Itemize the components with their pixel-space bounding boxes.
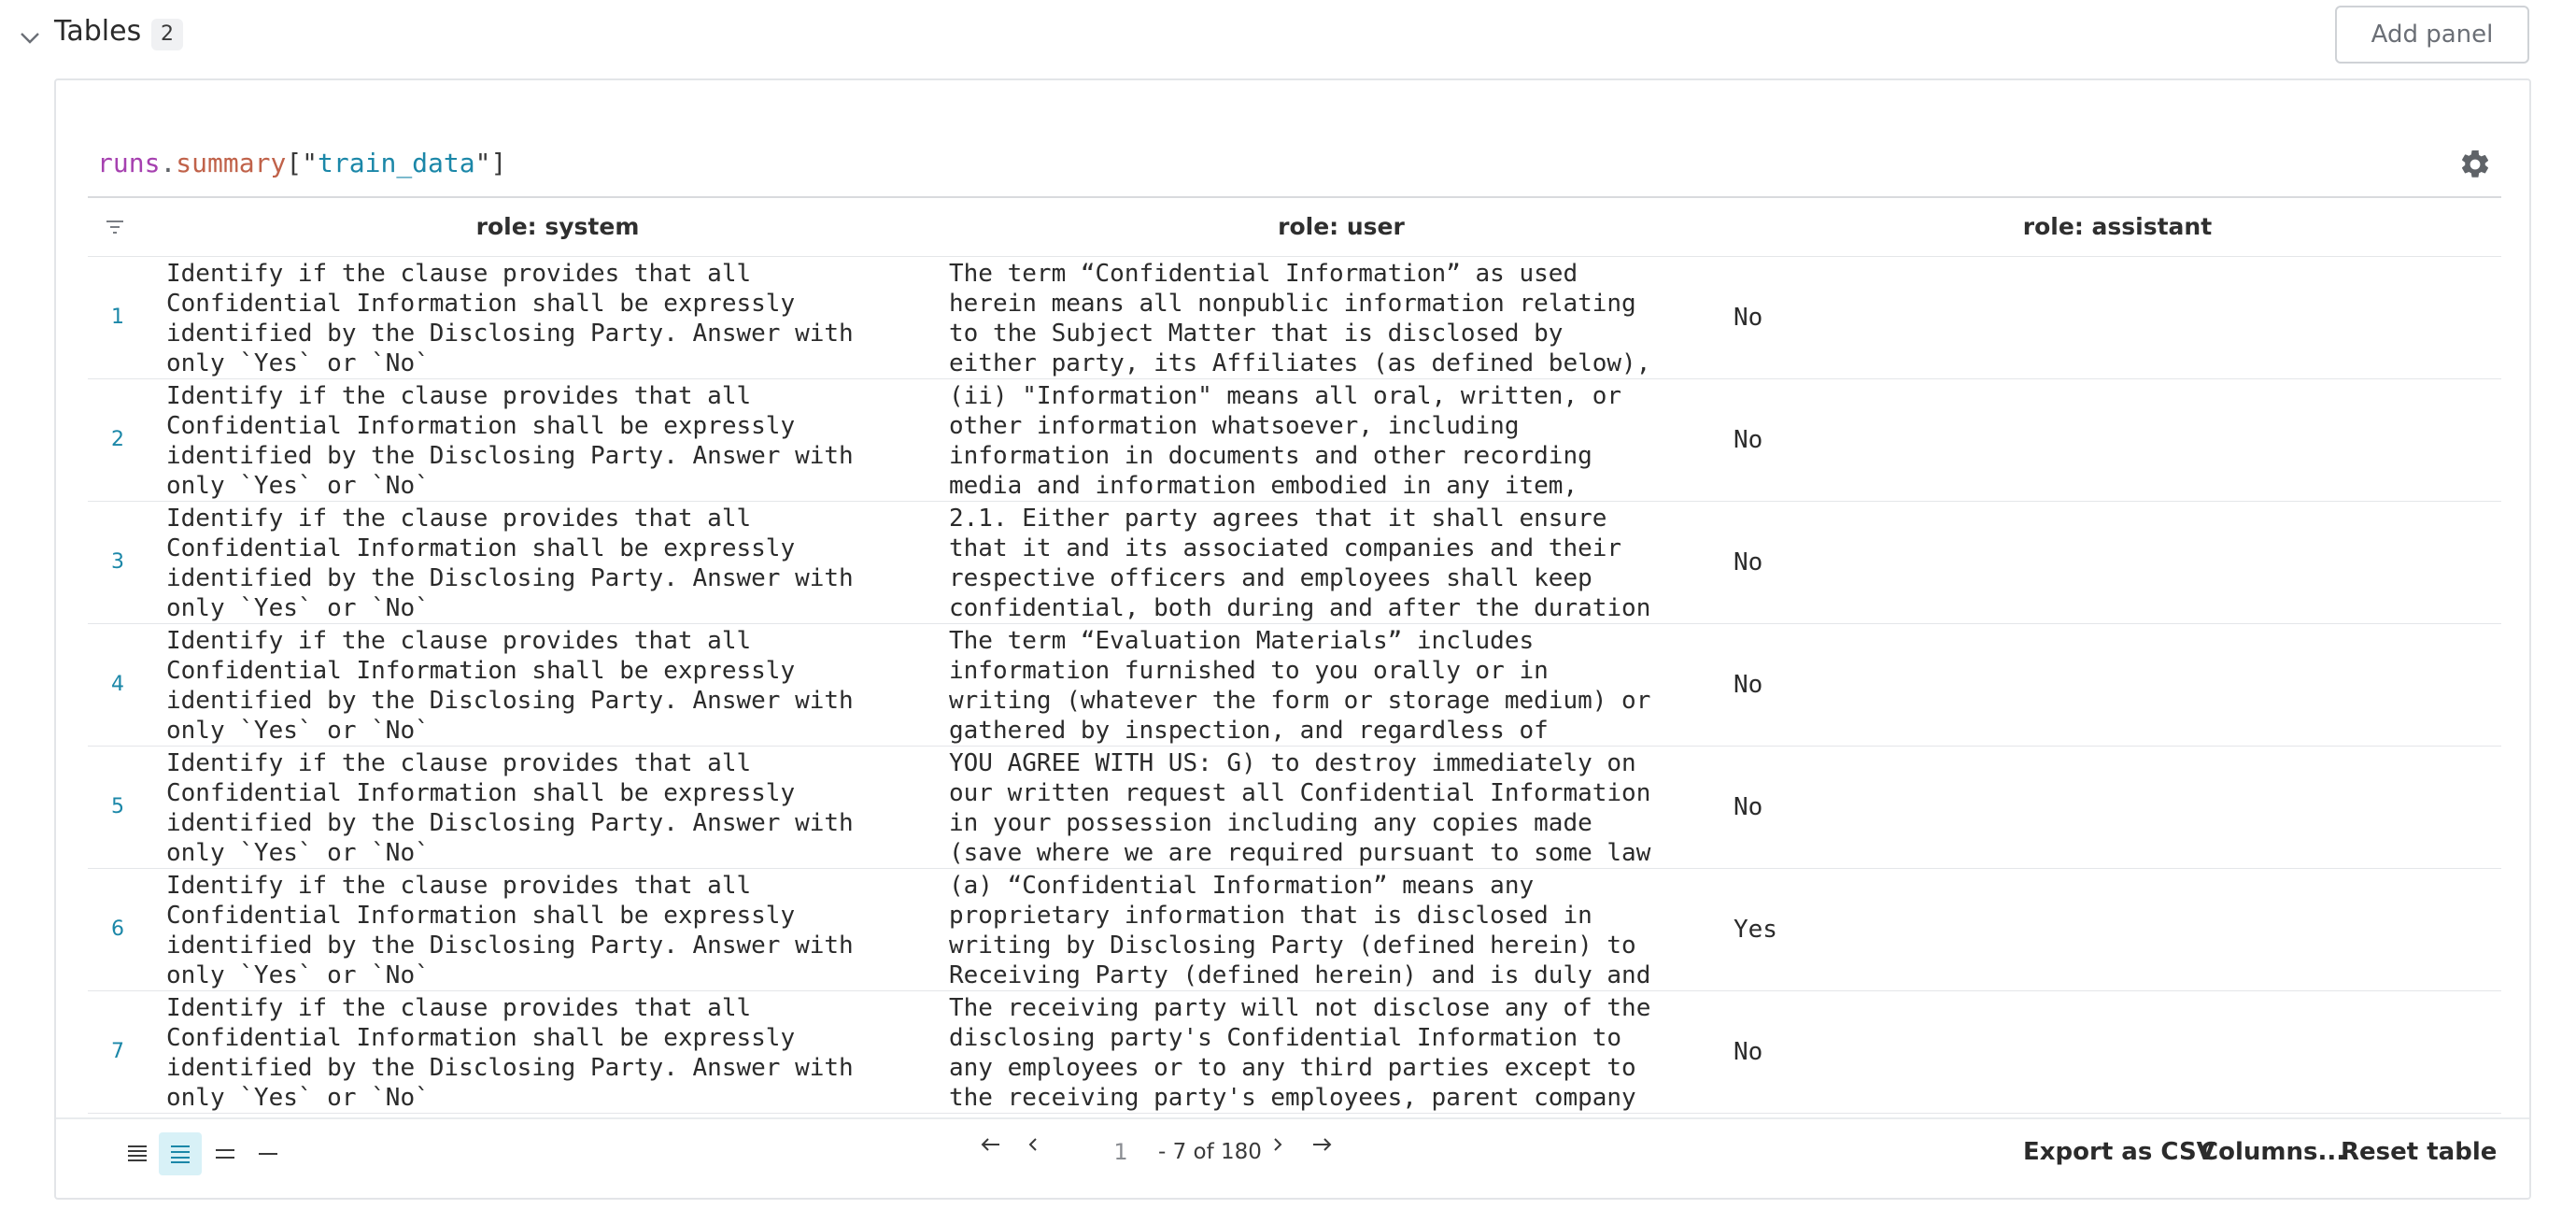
row-index-link[interactable]: 6 <box>111 917 124 941</box>
user-cell: The term “Evaluation Materials” includes information furnished to you orally or in writing (whatever the form or storage medium) or gathered by inspection, and regardless of <box>949 627 1651 744</box>
system-cell: Identify if the clause provides that all Confidential Information shall be expressly identified by the Disclosing Party. Answer with only `Yes` or `No` <box>166 260 854 377</box>
column-header-system[interactable]: role: system <box>475 213 640 240</box>
gear-icon[interactable] <box>2458 148 2492 181</box>
table-row[interactable] <box>88 379 2501 502</box>
assistant-cell: No <box>1734 671 1763 699</box>
row-index-link[interactable]: 1 <box>111 306 124 329</box>
export-csv-button[interactable]: Export as CSV <box>2023 1138 2215 1166</box>
user-cell: (ii) "Information" means all oral, written, or other information whatsoever, including information in documents and other recording media and information embodied in any item, <box>949 382 1622 499</box>
user-cell: (a) “Confidential Information” means any proprietary information that is disclosed in writing by Disclosing Party (defined herein) to Receiving Party (defined herein) and is duly and <box>949 872 1651 989</box>
assistant-cell: No <box>1734 793 1763 821</box>
assistant-cell: No <box>1734 304 1763 332</box>
chevron-down-icon[interactable] <box>17 24 43 50</box>
density-medium-icon[interactable] <box>204 1132 247 1175</box>
last-page-icon[interactable] <box>1306 1129 1338 1160</box>
tables-section-header <box>0 0 2576 71</box>
user-cell: The term “Confidential Information” as used herein means all nonpublic information relating to the Subject Matter that is disclosed by either party, its Affiliates (as defined below), <box>949 260 1651 377</box>
system-cell: Identify if the clause provides that all Confidential Information shall be expressly identified by the Disclosing Party. Answer with only `Yes` or `No` <box>166 994 854 1111</box>
assistant-cell: No <box>1734 1038 1763 1066</box>
assistant-cell: No <box>1734 548 1763 576</box>
previous-page-icon[interactable] <box>1018 1129 1050 1160</box>
user-cell: The receiving party will not disclose any of the disclosing party's Confidential Information to any employees or to any third parties except to the receiving party's employees, parent company <box>949 994 1651 1111</box>
table-row[interactable] <box>88 991 2501 1114</box>
filter-icon[interactable] <box>105 219 125 235</box>
table-row[interactable] <box>88 624 2501 747</box>
row-index-link[interactable]: 7 <box>111 1040 124 1063</box>
density-single-line-icon[interactable] <box>247 1132 290 1175</box>
row-index-link[interactable]: 3 <box>111 550 124 574</box>
page-number-input[interactable] <box>1083 1131 1158 1173</box>
column-header-assistant[interactable]: role: assistant <box>2022 213 2213 240</box>
system-cell: Identify if the clause provides that all Confidential Information shall be expressly identified by the Disclosing Party. Answer with only `Yes` or `No` <box>166 382 854 499</box>
query-attribute: summary <box>176 148 287 178</box>
assistant-cell: Yes <box>1734 916 1777 944</box>
table-panel <box>54 78 2531 1200</box>
count-badge: 2 <box>151 19 183 50</box>
system-cell: Identify if the clause provides that all Confidential Information shall be expressly identified by the Disclosing Party. Answer with only `Yes` or `No` <box>166 505 854 621</box>
table-footer <box>56 1117 2529 1200</box>
user-cell: YOU AGREE WITH US: G) to destroy immediately on our written request all Confidential Information in your possession including any copies made (save where we are required pursuant to some law <box>949 749 1651 866</box>
page-range-label: - 7 of 180 <box>1158 1140 1262 1164</box>
section-title[interactable]: Tables <box>54 15 142 48</box>
table-row[interactable] <box>88 257 2501 379</box>
query-key: train_data <box>318 148 475 178</box>
query-dot: . <box>160 148 177 178</box>
add-panel-button[interactable]: Add panel <box>2335 6 2529 64</box>
user-cell: 2.1. Either party agrees that it shall ensure that it and its associated companies and their respective officers and employees shall keep confidential, both during and after the duration <box>949 505 1651 621</box>
row-index-link[interactable]: 5 <box>111 795 124 818</box>
first-page-icon[interactable] <box>975 1129 1007 1160</box>
table-header <box>88 196 2501 257</box>
query-close-bracket: "] <box>474 148 507 178</box>
table-row[interactable] <box>88 747 2501 869</box>
column-header-user[interactable]: role: user <box>1278 213 1405 240</box>
query-open-bracket: [" <box>286 148 318 178</box>
density-compact-icon[interactable] <box>159 1132 202 1175</box>
table-row[interactable] <box>88 502 2501 624</box>
row-index-link[interactable]: 2 <box>111 428 124 451</box>
data-table <box>88 196 2501 1114</box>
columns-button[interactable]: Columns... <box>2201 1138 2346 1166</box>
query-expression[interactable] <box>97 148 506 178</box>
density-extra-compact-icon[interactable] <box>116 1132 159 1175</box>
system-cell: Identify if the clause provides that all Confidential Information shall be expressly identified by the Disclosing Party. Answer with only `Yes` or `No` <box>166 749 854 866</box>
table-row[interactable] <box>88 869 2501 991</box>
reset-table-button[interactable]: Reset table <box>2341 1138 2498 1166</box>
system-cell: Identify if the clause provides that all Confidential Information shall be expressly identified by the Disclosing Party. Answer with only `Yes` or `No` <box>166 872 854 989</box>
system-cell: Identify if the clause provides that all Confidential Information shall be expressly identified by the Disclosing Party. Answer with only `Yes` or `No` <box>166 627 854 744</box>
assistant-cell: No <box>1734 426 1763 454</box>
query-object: runs <box>97 148 161 178</box>
next-page-icon[interactable] <box>1261 1129 1293 1160</box>
row-index-link[interactable]: 4 <box>111 673 124 696</box>
